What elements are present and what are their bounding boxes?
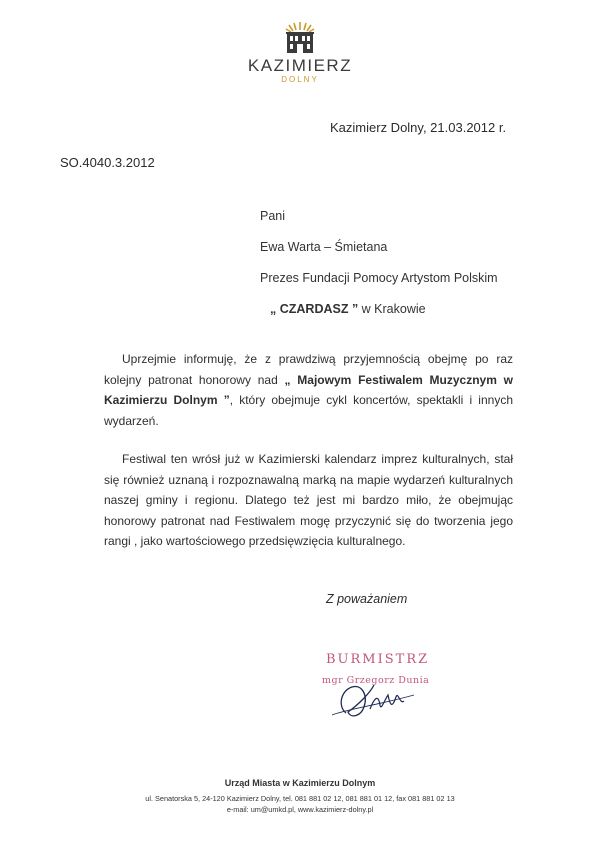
paragraph-2 [104, 449, 513, 552]
recipient-organization [270, 302, 426, 316]
paragraph-1-part-1: Uprzejmie informuję, że z prawdziwą przyjemnością obejmę po raz kolejny patronat honorowy nad [104, 352, 513, 387]
paragraph-1-part-2: , który obejmuje cykl koncertów, spektakli i innych wydarzeń. [104, 393, 513, 428]
footer-address: ul. Senatorska 5, 24-120 Kazimierz Dolny, tel. 081 881 02 12, 081 881 01 12, fax 081 881 02 13 [145, 794, 455, 803]
reference-number: SO.4040.3.2012 [60, 155, 155, 170]
festival-name: „ Majowym Festiwalem Muzycznym w Kazimierzu Dolnym ” [104, 372, 513, 407]
organization-name: „ CZARDASZ ” [270, 302, 359, 316]
recipient-name: Ewa Warta – Śmietana [260, 240, 388, 254]
footer-office-name: Urząd Miasta w Kazimierzu Dolnym [224, 778, 376, 788]
recipient-position: Prezes Fundacji Pomocy Artystom Polskim [260, 271, 498, 285]
closing-phrase: Z poważaniem [326, 592, 408, 606]
paragraph-1 [104, 349, 513, 431]
town-building-icon [282, 20, 318, 54]
kazimierz-logo [0, 20, 600, 84]
letter-date: Kazimierz Dolny, 21.03.2012 r. [330, 120, 507, 135]
paragraph-2-text: Festiwal ten wrósł już w Kazimierski kalendarz imprez kulturalnych, stał się również uznaną i rozpoznawalną marką na mapie wydarzeń kulturalnych naszej gminy i regionu. Dlatego też jest mi bardzo miło, że obejmując honorowy patronat nad Festiwalem mogę przyczynić się do tworzenia jego rangi , jako wartościowego przedsięwzięcia kulturalnego. [104, 452, 513, 548]
recipient-salutation: Pani [260, 209, 286, 223]
footer-contact: e-mail: um@umkd.pl, www.kazimierz-dolny.pl [226, 805, 374, 814]
stamp-title: BURMISTRZ [326, 652, 430, 667]
logo-subtitle: DOLNY [281, 75, 319, 84]
footer [0, 778, 600, 814]
stamp-name: mgr Grzegorz Dunia [322, 675, 430, 686]
handwritten-signature [318, 665, 428, 725]
organization-location: w Krakowie [358, 302, 426, 316]
logo-name: KAZIMIERZ [247, 56, 353, 75]
